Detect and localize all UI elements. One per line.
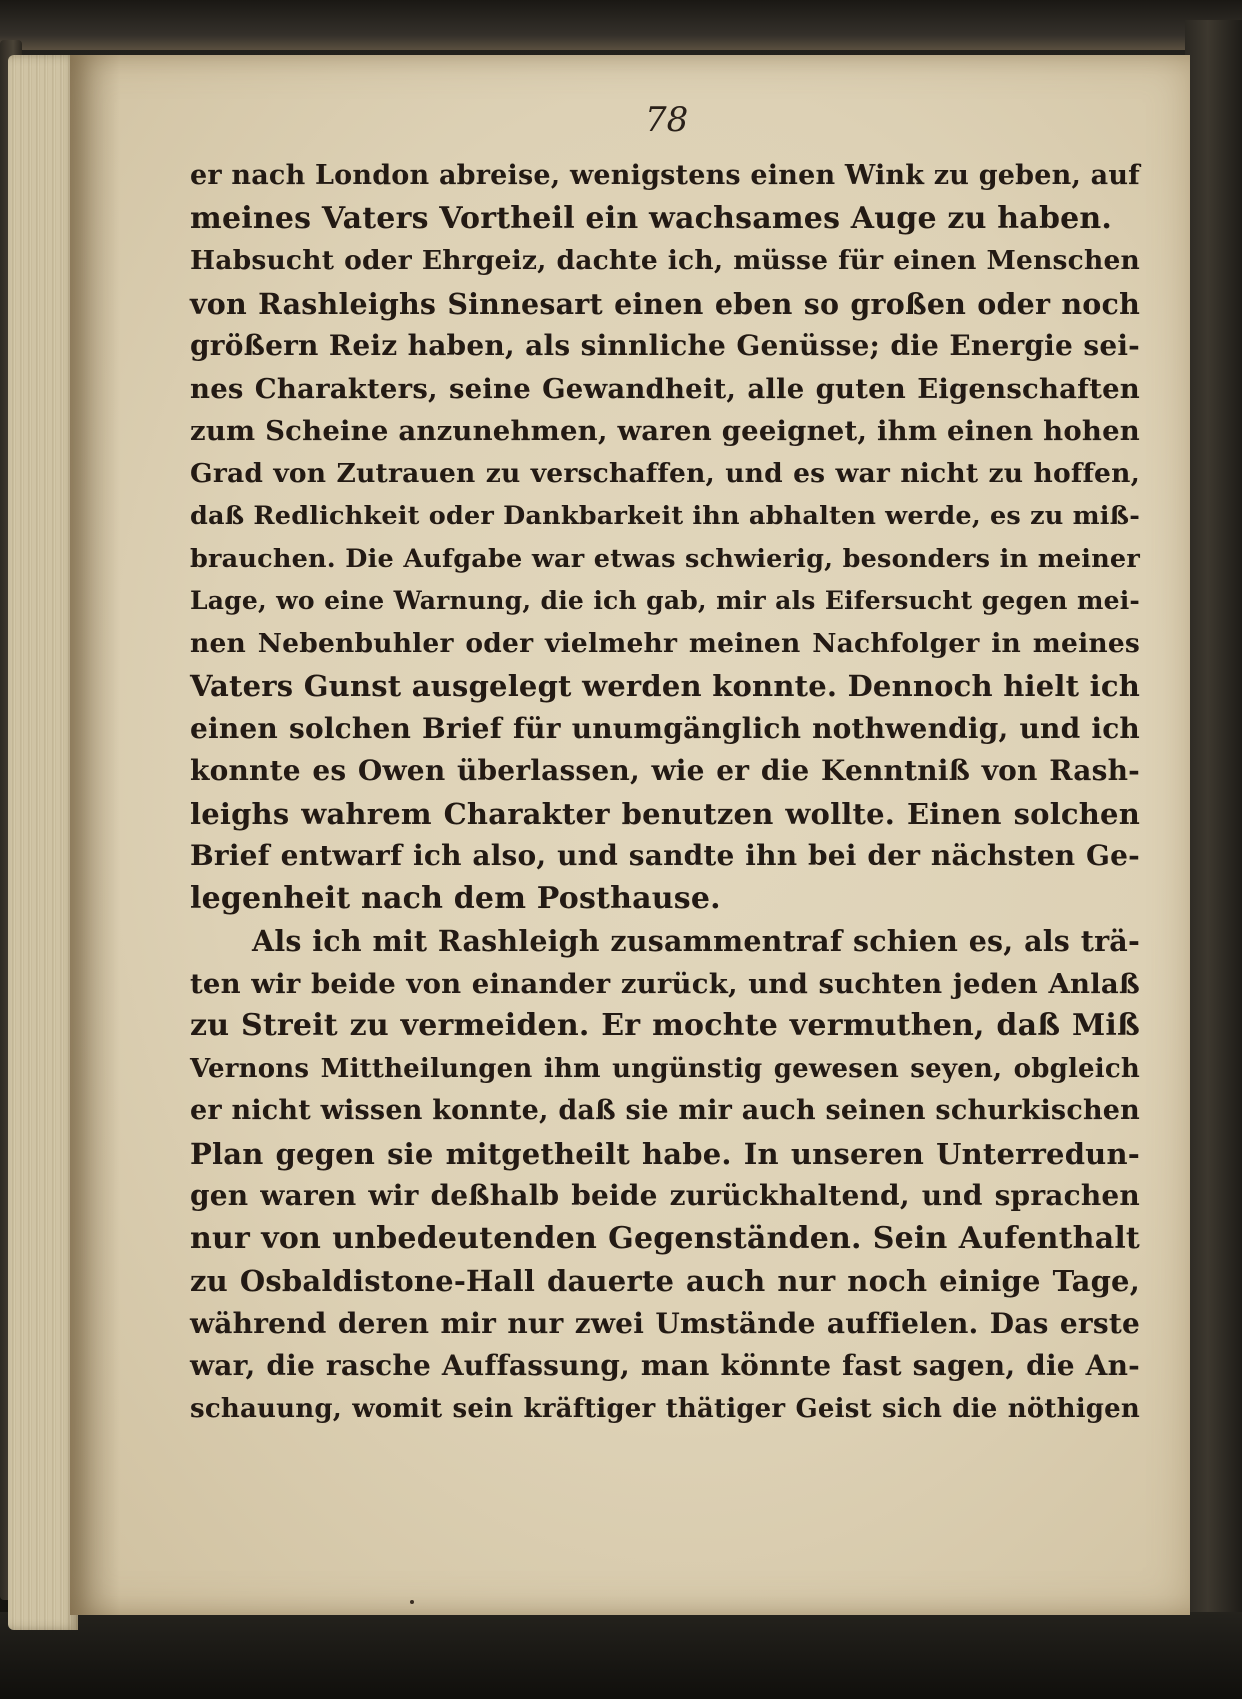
text-line: zu Streit zu vermeiden. Er mochte vermuthen, daß Miß — [190, 1008, 1140, 1043]
text-line: zum Scheine anzunehmen, waren geeignet, ihm einen hohen — [190, 415, 1140, 447]
ink-speck — [410, 1600, 414, 1604]
text-line: ten wir beide von einander zurück, und suchten jeden Anlaß — [190, 967, 1140, 1000]
text-line: zu Osbaldistone-Hall dauerte auch nur noch einige Tage, — [190, 1264, 1140, 1298]
text-line: war, die rasche Auffassung, man könnte fast sagen, die An- — [190, 1349, 1140, 1382]
text-line: Als ich mit Rashleigh zusammentraf schien es, als trä- — [252, 924, 1140, 958]
text-line: er nicht wissen konnte, daß sie mir auch seinen schurkischen — [190, 1095, 1140, 1126]
text-line: Habsucht oder Ehrgeiz, dachte ich, müsse für einen Menschen — [190, 245, 1140, 276]
book-cover-right — [1185, 20, 1242, 1699]
gutter-shadow — [70, 55, 120, 1615]
text-line: daß Redlichkeit oder Dankbarkeit ihn abhalten werde, es zu miß- — [190, 501, 1140, 531]
text-line: Plan gegen sie mitgetheilt habe. In unseren Unterredun- — [190, 1136, 1140, 1171]
text-line: brauchen. Die Aufgabe war etwas schwierig, besonders in meiner — [190, 543, 1140, 574]
text-line: nur von unbedeutenden Gegenständen. Sein Aufenthalt — [190, 1220, 1140, 1256]
text-line: nen Nebenbuhler oder vielmehr meinen Nachfolger in meines — [190, 627, 1140, 659]
text-line: Lage, wo eine Warnung, die ich gab, mir als Eifersucht gegen mei- — [190, 586, 1140, 615]
text-line: Vaters Gunst ausgelegt werden konnte. Dennoch hielt ich — [190, 669, 1140, 703]
text-line: Grad von Zutrauen zu verschaffen, und es war nicht zu hoffen, — [190, 457, 1140, 489]
page-text-block — [190, 155, 1140, 1430]
page-number: 78 — [645, 100, 689, 140]
text-line: von Rashleighs Sinnesart einen eben so großen oder noch — [190, 286, 1140, 321]
text-line: er nach London abreise, wenigstens einen Wink zu geben, auf — [190, 160, 1140, 191]
text-line: leighs wahrem Charakter benutzen wollte. Einen solchen — [190, 796, 1140, 831]
book-cover-bottom — [0, 1612, 1242, 1699]
text-line: einen solchen Brief für unumgänglich nothwendig, und ich — [190, 711, 1140, 745]
text-line: nes Charakters, seine Gewandheit, alle guten Eigenschaften — [190, 372, 1140, 405]
text-line: konnte es Owen überlassen, wie er die Kenntniß von Rash- — [190, 754, 1140, 787]
text-line: während deren mir nur zwei Umstände auffielen. Das erste — [190, 1306, 1140, 1340]
text-line: schauung, womit sein kräftiger thätiger Geist sich die nöthigen — [190, 1393, 1140, 1424]
text-line: legenheit nach dem Posthause. — [190, 880, 721, 916]
text-line: Vernons Mittheilungen ihm ungünstig gewesen seyen, obgleich — [190, 1053, 1140, 1084]
page-edges — [8, 55, 78, 1630]
text-line: größern Reiz haben, als sinnliche Genüsse; die Energie sei- — [190, 329, 1140, 362]
text-line: meines Vaters Vortheil ein wachsames Auge zu haben. — [190, 200, 1113, 236]
text-line: gen waren wir deßhalb beide zurückhaltend, und sprachen — [190, 1179, 1140, 1212]
book-cover-top — [0, 0, 1242, 50]
text-line: Brief entwarf ich also, und sandte ihn bei der nächsten Ge- — [190, 839, 1140, 872]
